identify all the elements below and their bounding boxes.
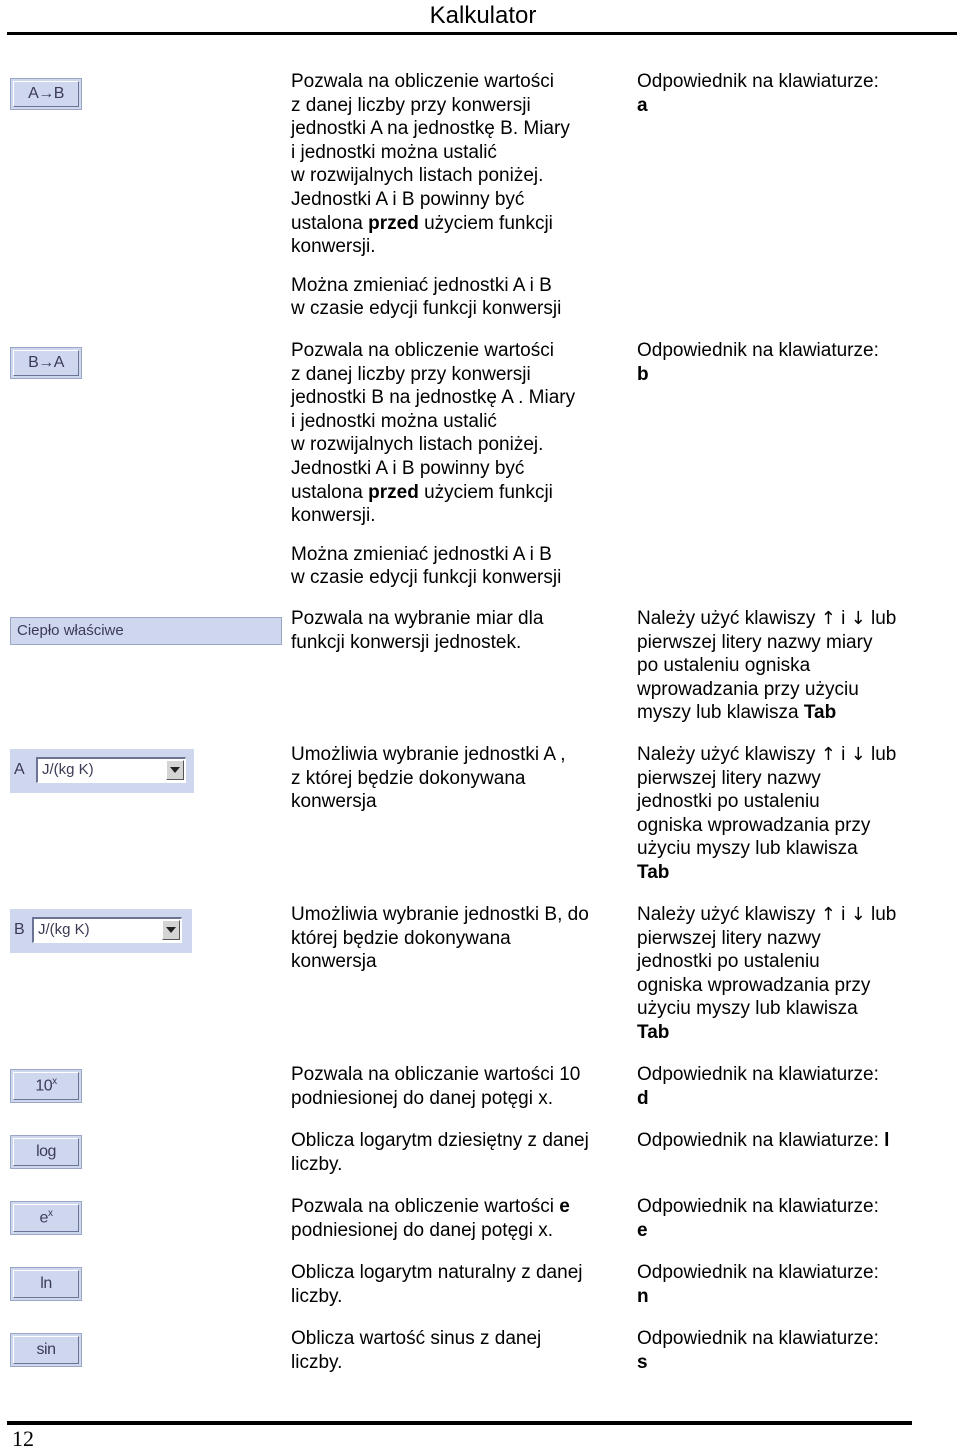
unit-b-select[interactable]: [32, 917, 182, 943]
dropdown-arrow-icon[interactable]: [162, 920, 180, 940]
log-description: Oblicza logarytm dziesiętny z danej liczby.: [291, 1130, 589, 1175]
arrow-down-icon: ↓: [850, 744, 866, 765]
unit-a-value: J/(kg K): [42, 761, 94, 778]
unit-b-value: J/(kg K): [38, 921, 90, 938]
ln-shortcut: Odpowiednik na klawiaturze: n: [637, 1262, 879, 1307]
b-to-a-button-label: B→A: [28, 354, 64, 371]
unit-a-box: [10, 749, 194, 793]
arrow-down-icon: ↓: [850, 904, 866, 925]
arrow-down-icon: ↓: [850, 608, 866, 629]
b-to-a-button[interactable]: [10, 347, 82, 379]
log-button-label: log: [36, 1143, 56, 1160]
exp-description: Pozwala na obliczenie wartości e podniesionej do danej potęgi x.: [291, 1196, 570, 1241]
b-to-a-description: Pozwala na obliczenie wartości z danej liczby przy konwersji jednostki B na jednostkę A . Miary i jednostki można ustalić w rozwijalnych listach poniżej. Jednostki A i B powinny być ustalona przed użyciem funkcji konwersji. Można zmieniać jednostki A i B w czasie edycji funkcji konwersji: [291, 340, 576, 589]
unit-b-letter: B: [14, 921, 25, 938]
arrow-up-icon: ↑: [820, 608, 836, 629]
a-to-b-button-label: A→B: [28, 85, 64, 102]
power10-description: Pozwala na obliczanie wartości 10 podniesionej do danej potęgi x.: [291, 1064, 581, 1109]
unit-b-description: Umożliwia wybranie jednostki B, do której będzie dokonywana konwersja: [291, 904, 589, 973]
a-to-b-description: Pozwala na obliczenie wartości z danej liczby przy konwersji jednostki A na jednostkę B. Miary i jednostki można ustalić w rozwijalnych listach poniżej. Jednostki A i B powinny być ustalona przed użyciem funkcji konwersji. Można zmieniać jednostki A i B w czasie edycji funkcji konwersji: [291, 71, 570, 320]
page-number: 12: [12, 1426, 34, 1451]
unit-a-letter: A: [14, 761, 25, 778]
a-to-b-shortcut: Odpowiednik na klawiaturze: a: [637, 71, 879, 116]
exp-button[interactable]: $e^x$: [10, 1201, 82, 1235]
ln-description: Oblicza logarytm naturalny z danej liczby.: [291, 1262, 583, 1307]
page-title: Kalkulator: [429, 2, 537, 29]
dropdown-arrow-icon[interactable]: [166, 760, 184, 780]
sin-button-label: sin: [36, 1341, 56, 1358]
measure-shortcut: Należy użyć klawiszy ↑ i ↓ lub pierwszej litery nazwy miary po ustaleniu ogniska wprowadzania przy użyciu myszy lub klawisza Tab: [637, 608, 897, 724]
power10-shortcut: Odpowiednik na klawiaturze: d: [637, 1064, 879, 1109]
arrow-up-icon: ↑: [820, 744, 836, 765]
arrow-up-icon: ↑: [820, 904, 836, 925]
measure-description: Pozwala na wybranie miar dla funkcji konwersji jednostek.: [291, 608, 544, 653]
a-to-b-button[interactable]: [10, 78, 82, 110]
unit-a-select[interactable]: [36, 757, 186, 783]
measure-select[interactable]: Ciepło właściwe: [10, 617, 282, 645]
sin-description: Oblicza wartość sinus z danej liczby.: [291, 1328, 542, 1373]
unit-a-shortcut: Należy użyć klawiszy ↑ i ↓ lub pierwszej litery nazwy jednostki po ustaleniu ogniska wprowadzania przy użyciu myszy lub klawisza Tab: [637, 744, 897, 883]
header-rule: [7, 32, 957, 35]
unit-b-box: [10, 909, 192, 953]
unit-a-description: Umożliwia wybranie jednostki A , z której będzie dokonywana konwersja: [291, 744, 566, 813]
ln-button-label: ln: [40, 1275, 52, 1292]
exp-shortcut: Odpowiednik na klawiaturze: e: [637, 1196, 879, 1241]
sin-button[interactable]: [10, 1333, 82, 1367]
footer-rule: [7, 1421, 912, 1425]
log-shortcut: Odpowiednik na klawiaturze: l: [637, 1130, 890, 1151]
sin-shortcut: Odpowiednik na klawiaturze: s: [637, 1328, 879, 1373]
ln-button[interactable]: [10, 1267, 82, 1301]
power10-button[interactable]: 10$^x$: [10, 1069, 82, 1103]
unit-b-shortcut: Należy użyć klawiszy ↑ i ↓ lub pierwszej litery nazwy jednostki po ustaleniu ogniska wprowadzania przy użyciu myszy lub klawisza Tab: [637, 904, 897, 1043]
b-to-a-shortcut: Odpowiednik na klawiaturze: b: [637, 340, 879, 385]
log-button[interactable]: [10, 1135, 82, 1169]
